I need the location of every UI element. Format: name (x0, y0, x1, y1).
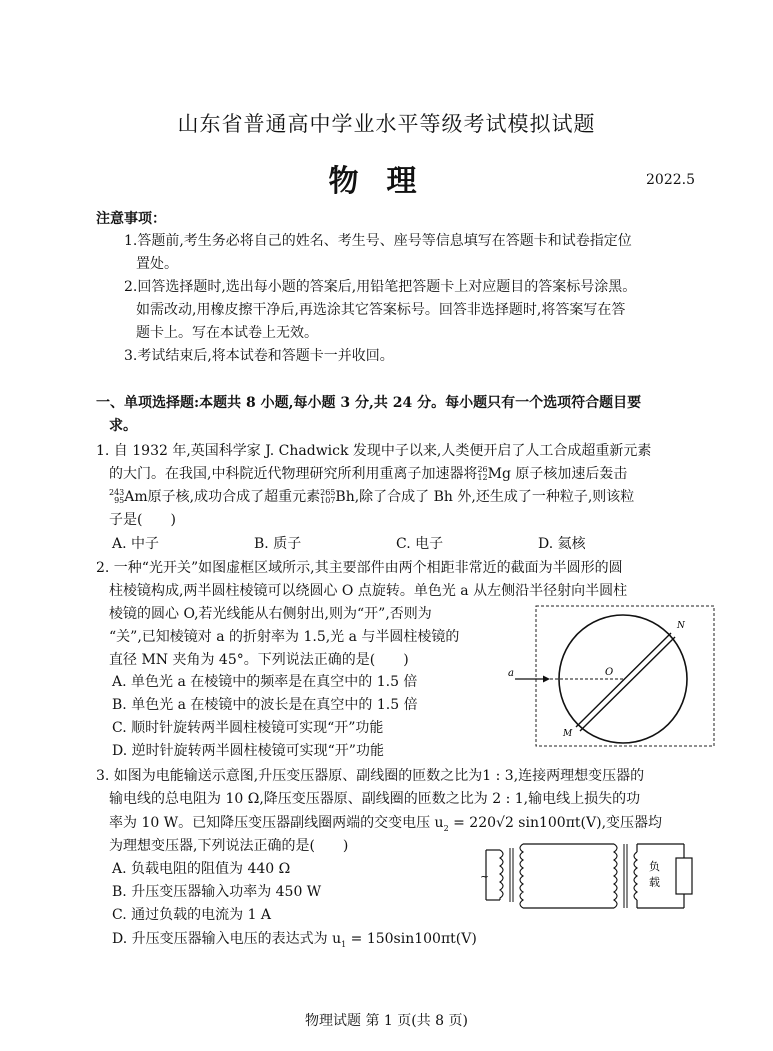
exam-date: 2022.5 (646, 172, 695, 188)
q3-line-2: 输电线的总电阻为 10 Ω,降压变压器原、副线圈的匝数之比为 2 : 1,输电线上损失的功 (109, 791, 641, 807)
q1-option-a: A. 中子 (112, 536, 160, 552)
step-up-secondary-coil (520, 844, 523, 908)
load-label-1: 负 (649, 860, 660, 873)
q1-line-2-text: 的大门。在我国,中科院近代物理研究所利用重离子加速器将 (109, 466, 478, 482)
u2-subscript: 2 (443, 823, 449, 833)
mg-nuclide-script (477, 466, 487, 482)
notice-item-1-line-2: 置处。 (136, 256, 178, 272)
q1-line-3 (109, 486, 634, 508)
q2-option-d: D. 逆时针旋转两半圆柱棱镜可实现“开”功能 (112, 743, 384, 759)
section-1-heading: 一、单项选择题:本题共 8 小题,每小题 3 分,共 24 分。每小题只有一个选项符合题目要 (96, 395, 642, 411)
q3-option-a: A. 负载电阻的阻值为 440 Ω (112, 861, 291, 877)
page-footer: 物理试题 第 1 页(共 8 页) (305, 1013, 468, 1029)
subject-title: 物理 (328, 164, 445, 199)
step-down-primary-coil (614, 844, 617, 908)
q1-line-1: 1. 自 1932 年,英国科学家 J. Chadwick 发现中子以来,人类便开启了人工合成超重新元素 (96, 443, 652, 459)
q2-line-2: 柱棱镜构成,两半圆柱棱镜可以绕圆心 O 点旋转。单色光 a 从左侧沿半径射向半圆柱 (109, 583, 628, 599)
incident-ray-arrow-icon (543, 676, 550, 683)
q2-line-5: 直径 MN 夹角为 45°。下列说法正确的是( ) (109, 652, 409, 668)
q3-line-3-text: 率为 10 W。已知降压变压器副线圈两端的交变电压 u (109, 815, 444, 831)
notice-item-2-line-1: 2.回答选择题时,选出每小题的答案后,用铅笔把答题卡上对应题目的答案标号涂黑。 (124, 279, 637, 295)
am-mass-number: 243 (109, 488, 125, 497)
q1-line-2-text-b: 原子核加速后轰击 (510, 466, 628, 482)
q1-options (0, 533, 773, 555)
label-n: N (677, 621, 685, 631)
q3-option-d-text: D. 升压变压器输入电压的表达式为 u (112, 931, 342, 947)
am-atomic-number: 95 (114, 496, 125, 505)
label-o: O (605, 667, 614, 678)
load-label-2: 载 (649, 876, 660, 889)
section-1-heading-cont: 求。 (109, 418, 137, 434)
step-up-primary-coil (500, 850, 503, 900)
q1-option-b: B. 质子 (254, 536, 302, 552)
q1-line-2 (109, 463, 627, 485)
am-nuclide-script (109, 489, 124, 505)
mg-atomic-number: 12 (477, 473, 488, 482)
mg-symbol: Mg (487, 466, 511, 482)
q2-line-3: 棱镜的圆心 O,若光线能从右侧射出,则为“开”,否则为 (109, 606, 432, 622)
step-down-secondary-coil (634, 852, 637, 900)
u1-subscript: 1 (341, 939, 347, 949)
notice-heading: 注意事项： (96, 211, 166, 227)
q1-line-3-text-b: Bh,除了合成了 Bh 外,还生成了一种粒子,则该粒 (335, 489, 635, 505)
bh-nuclide-script (320, 489, 335, 505)
load-resistor (676, 858, 692, 894)
q3-option-d-text-b: = 150sin100πt(V) (346, 931, 477, 947)
q3-option-c: C. 通过负载的电流为 1 A (112, 907, 272, 923)
q1-line-4: 子是( ) (109, 512, 176, 528)
label-m: M (563, 729, 573, 739)
notice-item-1-line-1: 1.答题前,考生务必将自己的姓名、考生号、座号等信息填写在答题卡和试卷指定位 (124, 233, 632, 249)
q1-line-3-text: Am原子核,成功合成了超重元素 (124, 489, 321, 505)
bh-mass-number: 265 (320, 488, 336, 497)
prism-diameter-2 (580, 637, 675, 731)
q2-option-c: C. 顺时针旋转两半圆柱棱镜可实现“开”功能 (112, 720, 384, 736)
q2-optical-switch-figure (503, 604, 718, 748)
mg-mass-number: 26 (477, 465, 488, 474)
q3-line-3-text-b: = 220√2 sin100πt(V),变压器均 (448, 815, 663, 831)
notice-item-2-line-2: 如需改动,用橡皮擦干净后,再选涂其它答案标号。回答非选择题时,将答案写在答 (136, 302, 626, 318)
notice-item-2-line-3: 题卡上。写在本试卷上无效。 (136, 325, 318, 341)
q3-option-b: B. 升压变压器输入功率为 450 W (112, 884, 322, 900)
q3-line-3 (109, 812, 662, 834)
q1-option-c: C. 电子 (396, 536, 444, 552)
q3-transmission-figure (476, 838, 696, 914)
label-a: a (508, 668, 514, 679)
ac-source-icon: ~ (480, 870, 490, 883)
notice-item-3: 3.考试结束后,将本试卷和答题卡一并收回。 (124, 348, 394, 364)
q2-line-4: “关”,已知棱镜对 a 的折射率为 1.5,光 a 与半圆柱棱镜的 (109, 629, 460, 645)
prism-diameter-1 (576, 633, 671, 727)
q3-line-4: 为理想变压器,下列说法正确的是( ) (109, 838, 349, 854)
q2-line-1: 2. 一种“光开关”如图虚框区域所示,其主要部件由两个相距非常近的截面为半圆形的圆 (96, 560, 623, 576)
q2-option-b: B. 单色光 a 在棱镜中的波长是在真空中的 1.5 倍 (112, 697, 418, 713)
q3-line-1: 3. 如图为电能输送示意图,升压变压器原、副线圈的匝数之比为1 : 3,连接两理想变压器的 (96, 768, 645, 784)
q2-option-a: A. 单色光 a 在棱镜中的频率是在真空中的 1.5 倍 (112, 674, 418, 690)
bh-atomic-number: 107 (320, 496, 336, 505)
q3-option-d (112, 928, 477, 950)
exam-title: 山东省普通高中学业水平等级考试模拟试题 (177, 112, 596, 136)
q1-option-d: D. 氦核 (538, 536, 586, 552)
